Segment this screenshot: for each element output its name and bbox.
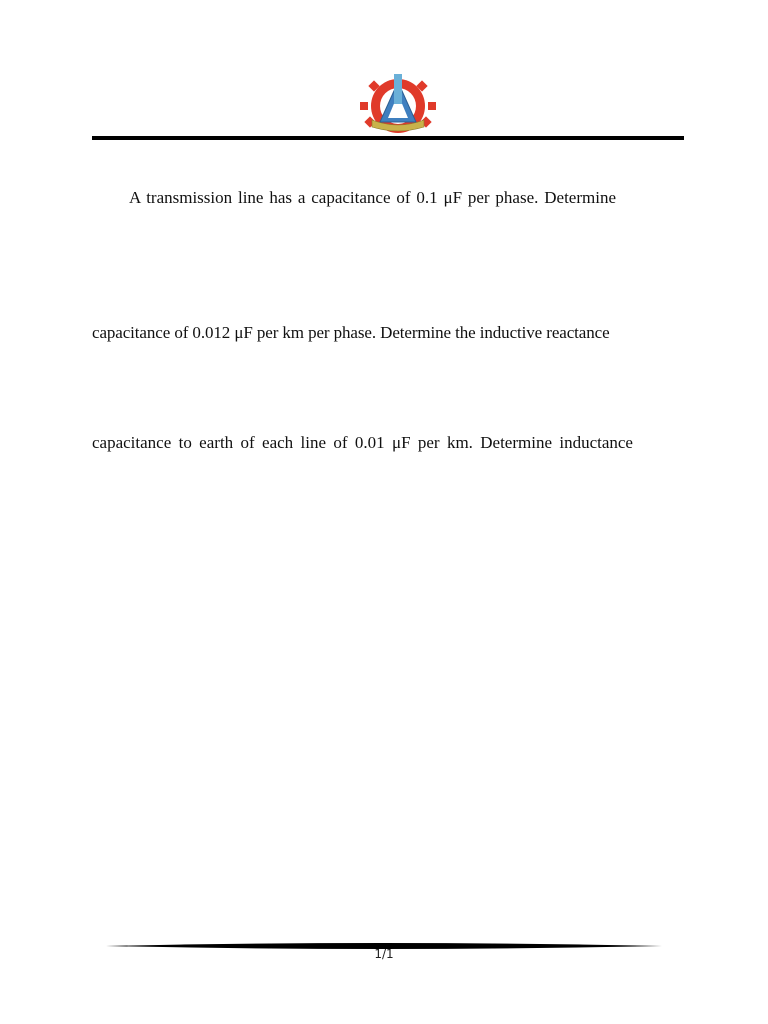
page-number: 1/1 (374, 947, 394, 961)
university-emblem-icon (352, 72, 444, 134)
paragraph-1: A transmission line has a capacitance of 0.1 μF per phase. Determine (129, 188, 616, 207)
paragraph-2: capacitance of 0.012 μF per km per phase. Determine the inductive reactance (92, 323, 610, 342)
paragraph-3: capacitance to earth of each line of 0.01 μF per km. Determine inductance (92, 433, 633, 452)
header-divider (92, 136, 684, 140)
